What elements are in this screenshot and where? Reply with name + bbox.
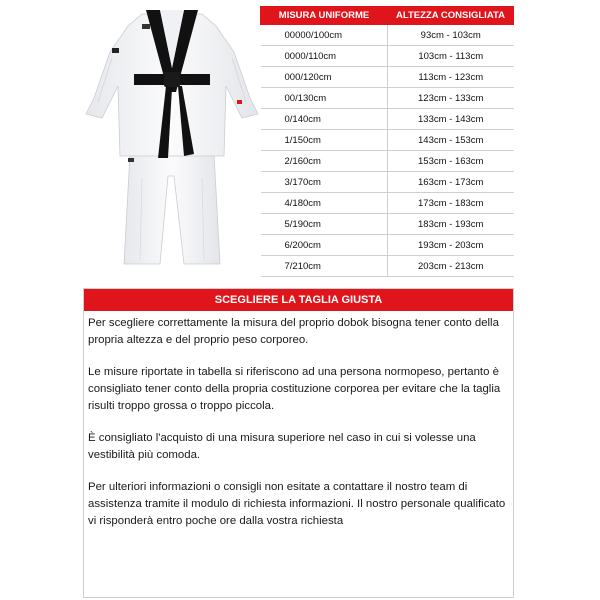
- guide-paragraph: Per ulteriori informazioni o consigli non esitate a contattare il nostro team di assistenza tramite il modulo di richiesta informazioni. Il nostro personale qualificato vi risponderà entro poche ore dalla vostra richiesta: [88, 481, 506, 527]
- height-cell: 193cm - 203cm: [388, 235, 514, 256]
- table-row: [261, 25, 514, 46]
- guide-title: SCEGLIERE LA TAGLIA GIUSTA: [84, 289, 513, 311]
- header-recommended-height: ALTEZZA CONSIGLIATA: [388, 7, 514, 25]
- height-cell: 163cm - 173cm: [388, 172, 514, 193]
- table-row: [261, 193, 514, 214]
- height-cell: 113cm - 123cm: [388, 67, 514, 88]
- table-row: [261, 46, 514, 67]
- guide-paragraph: Per scegliere correttamente la misura del proprio dobok bisogna tener conto della propria altezza e del proprio peso corporeo.: [88, 317, 499, 346]
- height-cell: 93cm - 103cm: [388, 25, 514, 46]
- height-cell: 173cm - 183cm: [388, 193, 514, 214]
- header-uniform-size: MISURA UNIFORME: [261, 7, 388, 25]
- height-cell: 183cm - 193cm: [388, 214, 514, 235]
- height-cell: 133cm - 143cm: [388, 109, 514, 130]
- height-cell: 123cm - 133cm: [388, 88, 514, 109]
- guide-paragraph: È consigliato l'acquisto di una misura superiore nel caso in cui si volesse una vestibilità più comoda.: [88, 432, 476, 461]
- size-cell: 0/140cm: [261, 109, 388, 130]
- height-cell: 203cm - 213cm: [388, 256, 514, 277]
- guide-body: [84, 311, 513, 530]
- size-cell: 3/170cm: [261, 172, 388, 193]
- size-cell: 5/190cm: [261, 214, 388, 235]
- size-chart-table: [260, 6, 514, 277]
- table-row: [261, 151, 514, 172]
- height-cell: 143cm - 153cm: [388, 130, 514, 151]
- size-cell: 00000/100cm: [261, 25, 388, 46]
- table-row: [261, 235, 514, 256]
- size-guide-box: [83, 288, 514, 598]
- table-row: [261, 256, 514, 277]
- table-row: [261, 172, 514, 193]
- table-header-row: [261, 7, 514, 25]
- table-row: [261, 88, 514, 109]
- table-row: [261, 67, 514, 88]
- table-row: [261, 109, 514, 130]
- dobok-uniform-image: [84, 6, 260, 268]
- size-cell: 0000/110cm: [261, 46, 388, 67]
- size-cell: 1/150cm: [261, 130, 388, 151]
- size-cell: 2/160cm: [261, 151, 388, 172]
- table-row: [261, 214, 514, 235]
- size-cell: 7/210cm: [261, 256, 388, 277]
- size-cell: 6/200cm: [261, 235, 388, 256]
- size-cell: 00/130cm: [261, 88, 388, 109]
- table-row: [261, 130, 514, 151]
- height-cell: 103cm - 113cm: [388, 46, 514, 67]
- height-cell: 153cm - 163cm: [388, 151, 514, 172]
- size-cell: 000/120cm: [261, 67, 388, 88]
- guide-paragraph: Le misure riportate in tabella si riferiscono ad una persona normopeso, pertanto è consigliato tener conto della propria costituzione corporea per evitare che la taglia risulti troppo grossa o troppo piccola.: [88, 366, 501, 412]
- size-cell: 4/180cm: [261, 193, 388, 214]
